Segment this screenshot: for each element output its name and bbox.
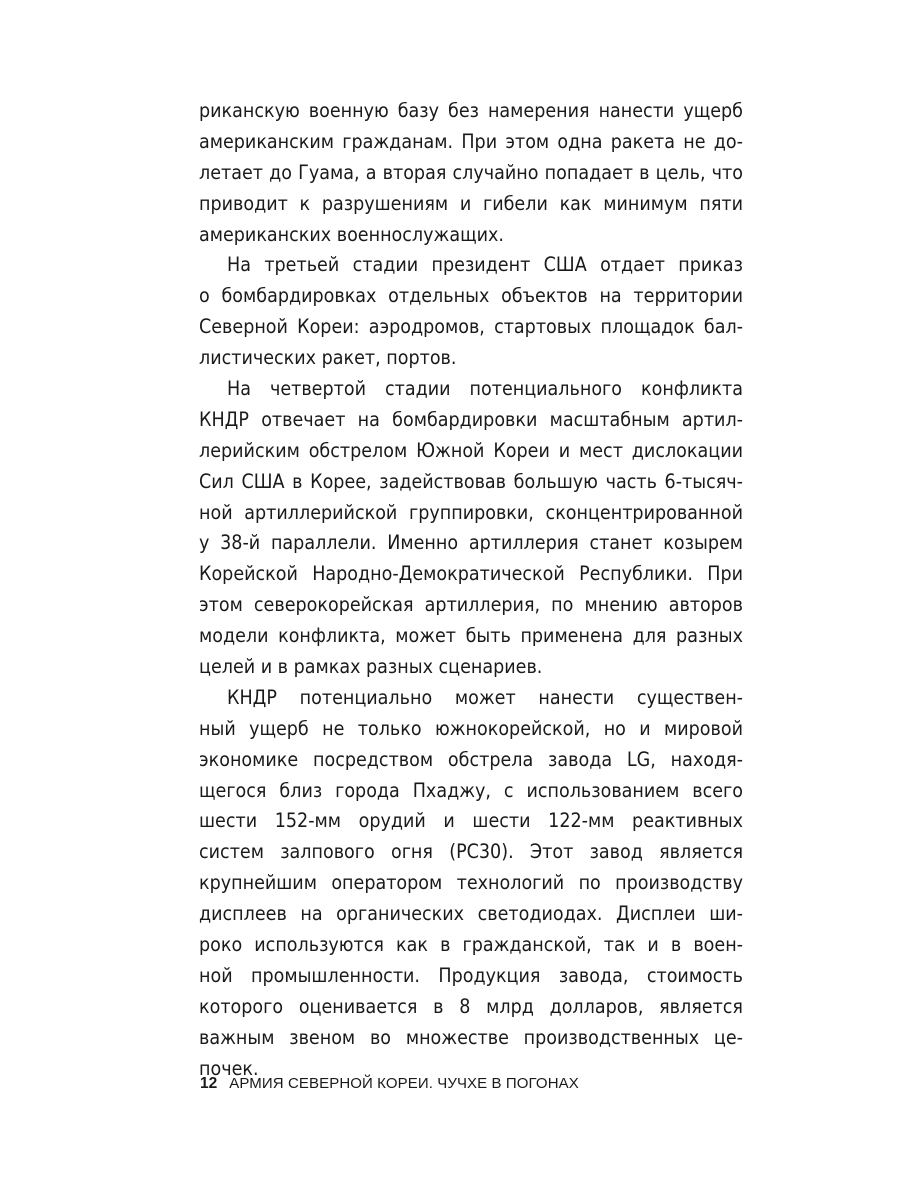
text-line: дисплеев на органических светодиодах. Дисплеи ши- bbox=[199, 902, 743, 926]
text-line: о бомбардировках отдельных объектов на территории bbox=[199, 284, 743, 308]
text-line: которого оценивается в 8 млрд долларов, является bbox=[199, 994, 743, 1018]
text-line: приводит к разрушениям и гибели как минимум пяти bbox=[199, 191, 743, 215]
text-line: На четвертой стадии потенциального конфликта bbox=[227, 377, 743, 401]
text-line: американским гражданам. При этом одна ракета не до- bbox=[199, 129, 743, 153]
text-line: Северной Кореи: аэродромов, стартовых площадок бал- bbox=[199, 315, 743, 339]
text-line: летает до Гуама, а вторая случайно попадает в цель, что bbox=[199, 160, 743, 184]
text-line: шести 152-мм орудий и шести 122-мм реактивных bbox=[199, 809, 743, 833]
text-line: систем залпового огня (РС30). Этот завод является bbox=[199, 840, 743, 864]
text-line: модели конфликта, может быть применена для разных bbox=[199, 624, 743, 648]
text-line: у 38-й параллели. Именно артиллерия станет козырем bbox=[199, 531, 743, 555]
text-line: Корейской Народно-Демократической Республики. При bbox=[199, 562, 743, 586]
text-line: риканскую военную базу без намерения нанести ущерб bbox=[199, 99, 743, 122]
text-line: КНДР потенциально может нанести существен- bbox=[227, 685, 743, 709]
text-line: На третьей стадии президент США отдает приказ bbox=[227, 253, 743, 277]
text-line: важным звеном во множестве производственных це- bbox=[199, 1025, 743, 1049]
running-title: АРМИЯ СЕВЕРНОЙ КОРЕИ. ЧУЧХЕ В ПОГОНАХ bbox=[229, 1075, 579, 1092]
text-line: роко используются как в гражданской, так и в воен- bbox=[199, 933, 743, 957]
text-line: лерийским обстрелом Южной Кореи и мест дислокации bbox=[199, 438, 743, 462]
text-line: этом северокорейская артиллерия, по мнению авторов bbox=[199, 593, 743, 617]
page-footer bbox=[200, 1075, 579, 1093]
text-line: целей и в рамках разных сценариев. bbox=[199, 655, 543, 679]
text-line: экономике посредством обстрела завода LG, находя- bbox=[199, 747, 743, 771]
text-line: щегося близ города Пхаджу, с использованием всего bbox=[199, 778, 743, 802]
text-line: ный ущерб не только южнокорейской, но и мировой bbox=[199, 716, 743, 740]
body-text bbox=[199, 96, 743, 1085]
text-line: Сил США в Корее, задействовав большую часть 6-тысяч- bbox=[199, 469, 743, 493]
text-line: ной промышленности. Продукция завода, стоимость bbox=[199, 963, 743, 987]
text-line: листических ракет, портов. bbox=[199, 346, 457, 370]
page-number: 12 bbox=[200, 1075, 218, 1092]
text-line: крупнейшим оператором технологий по производству bbox=[199, 871, 743, 895]
text-line: ной артиллерийской группировки, сконцентрированной bbox=[199, 500, 743, 524]
text-line: КНДР отвечает на бомбардировки масштабным артил- bbox=[199, 407, 743, 431]
text-line: почек. bbox=[199, 1056, 259, 1080]
text-line: американских военнослужащих. bbox=[199, 222, 504, 246]
